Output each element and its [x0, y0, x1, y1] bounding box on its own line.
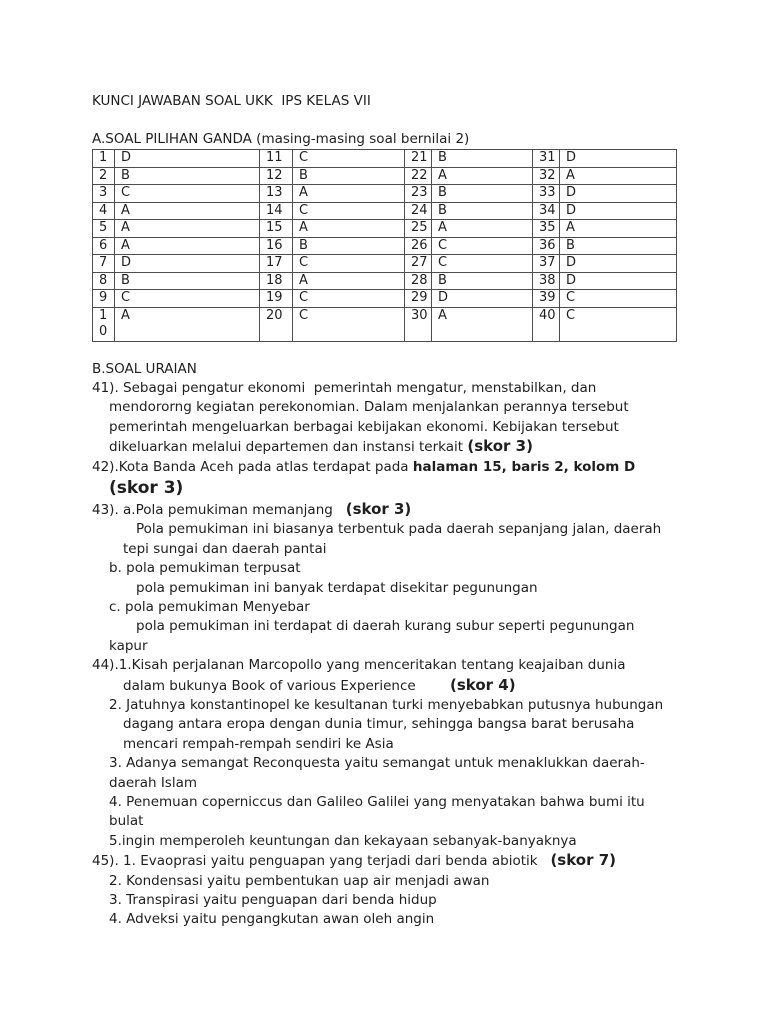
essay-line — [123, 715, 768, 734]
question-number: 12 — [260, 167, 293, 185]
document-title: KUNCI JAWABAN SOAL UKK IPS KELAS VII — [92, 93, 371, 109]
answer-row — [93, 255, 677, 273]
essay-line — [123, 735, 768, 754]
question-number: 36 — [533, 237, 560, 255]
answer-letter: A — [293, 220, 405, 238]
answer-letter: C — [293, 202, 405, 220]
text-segment: Pola pemukiman ini biasanya terbentuk pada daerah sepanjang jalan, daerah — [136, 521, 662, 538]
question-number: 2 — [93, 167, 115, 185]
answer-letter: A — [432, 220, 533, 238]
text-segment: 3. Adanya semangat Reconquesta yaitu semangat untuk menaklukkan daerah- — [109, 755, 645, 772]
question-number: 17 — [260, 255, 293, 273]
essay-line — [109, 696, 768, 715]
text-segment: 44).1.Kisah perjalanan Marcopollo yang menceritakan tentang keajaiban dunia — [92, 657, 626, 674]
question-number: 15 — [260, 220, 293, 238]
essay-line — [109, 437, 768, 457]
answer-letter: A — [115, 202, 260, 220]
text-segment: 42).Kota Banda Aceh pada atlas terdapat pada — [92, 458, 413, 475]
essay-line — [109, 793, 768, 812]
answer-letter: D — [115, 150, 260, 168]
answer-letter: B — [293, 237, 405, 255]
question-number: 30 — [405, 307, 432, 341]
answer-letter: A — [293, 185, 405, 203]
question-number: 38 — [533, 272, 560, 290]
section-a-heading: A.SOAL PILIHAN GANDA (masing-masing soal bernilai 2) — [92, 131, 470, 147]
score-badge: (skor 3) — [467, 437, 533, 456]
answer-letter: C — [560, 307, 677, 341]
answer-letter: C — [432, 255, 533, 273]
score-badge: (skor 4) — [450, 675, 516, 694]
essay-line — [109, 637, 768, 656]
answer-letter: C — [293, 307, 405, 341]
essay-line — [136, 579, 768, 598]
question-number: 21 — [405, 150, 432, 168]
question-number: 35 — [533, 220, 560, 238]
question-number: 22 — [405, 167, 432, 185]
answer-letter: A — [432, 167, 533, 185]
text-segment: 41). Sebagai pengatur ekonomi pemerintah mengatur, menstabilkan, dan — [92, 379, 597, 396]
question-number: 16 — [260, 237, 293, 255]
score-badge: (skor 3) — [109, 477, 184, 498]
answer-row — [93, 290, 677, 308]
question-number: 33 — [533, 185, 560, 203]
answer-letter: A — [293, 272, 405, 290]
question-number: 39 — [533, 290, 560, 308]
question-number: 20 — [260, 307, 293, 341]
score-badge: (skor 7) — [550, 851, 617, 870]
text-segment: dikeluarkan melalui departemen dan instansi terkait — [109, 439, 468, 456]
answer-letter: C — [115, 185, 260, 203]
question-number: 27 — [405, 255, 432, 273]
answer-letter: D — [560, 255, 677, 273]
text-segment: kapur — [109, 637, 148, 654]
text-segment: 3. Transpirasi yaitu penguapan dari benda hidup — [109, 892, 437, 909]
question-number: 6 — [93, 237, 115, 255]
text-segment: tepi sungai dan daerah pantai — [123, 540, 327, 557]
answer-row — [93, 202, 677, 220]
essay-line — [92, 656, 768, 675]
text-segment: c. pola pemukiman Menyebar — [109, 598, 310, 615]
essay-line — [123, 676, 768, 696]
answer-letter: A — [560, 220, 677, 238]
question-number: 40 — [533, 307, 560, 341]
essay-line — [92, 379, 768, 398]
essay-line — [109, 477, 768, 500]
text-segment: 4. Penemuan coperniccus dan Galileo Galilei yang menyatakan bahwa bumi itu — [109, 794, 645, 811]
answer-letter: A — [432, 307, 533, 341]
text-segment: dagang antara eropa dengan dunia timur, sehingga bangsa barat berusaha — [123, 716, 635, 733]
text-segment: mendororng kegiatan perekonomian. Dalam menjalankan perannya tersebut — [109, 399, 629, 416]
question-number: 28 — [405, 272, 432, 290]
answer-letter: B — [432, 185, 533, 203]
essay-line — [109, 418, 768, 437]
essay-line — [136, 520, 768, 539]
question-number: 34 — [533, 202, 560, 220]
answer-letter: C — [293, 255, 405, 273]
text-segment: 2. Jatuhnya konstantinopel ke kesultanan turki menyebabkan putusnya hubungan — [109, 697, 664, 713]
question-number: 37 — [533, 255, 560, 273]
essay-line — [109, 812, 768, 831]
essay-line — [92, 851, 768, 871]
question-number: 23 — [405, 185, 432, 203]
essay-line — [136, 617, 768, 636]
question-number: 26 — [405, 237, 432, 255]
text-segment: dalam bukunya Book of various Experience — [123, 677, 451, 694]
answer-letter: C — [560, 290, 677, 308]
question-number: 29 — [405, 290, 432, 308]
question-number: 7 — [93, 255, 115, 273]
text-segment: daerah Islam — [109, 774, 198, 791]
question-number: 11 — [260, 150, 293, 168]
answer-row — [93, 307, 677, 341]
answer-letter: B — [115, 272, 260, 290]
question-number: 19 — [260, 290, 293, 308]
answer-letter: A — [560, 167, 677, 185]
answer-letter: A — [115, 237, 260, 255]
question-number: 32 — [533, 167, 560, 185]
text-segment: 5.ingin memperoleh keuntungan dan kekayaan sebanyak-banyaknya — [109, 832, 577, 849]
answer-letter: D — [115, 255, 260, 273]
text-segment: pola pemukiman ini banyak terdapat disekitar pegunungan — [136, 579, 538, 596]
essay-line — [109, 559, 768, 578]
question-number: 1 — [93, 150, 115, 168]
question-number: 31 — [533, 150, 560, 168]
answer-letter: D — [432, 290, 533, 308]
text-segment: 4. Adveksi yaitu pengangkutan awan oleh angin — [109, 911, 435, 928]
question-number: 3 — [93, 185, 115, 203]
essay-line — [109, 774, 768, 793]
answer-letter: C — [432, 237, 533, 255]
text-segment: pola pemukiman ini terdapat di daerah kurang subur seperti pegunungan — [136, 618, 635, 635]
essay-line — [92, 500, 768, 520]
answer-letter: B — [432, 202, 533, 220]
answer-letter: A — [115, 220, 260, 238]
answer-letter: B — [560, 237, 677, 255]
answer-letter: C — [293, 150, 405, 168]
text-segment: pemerintah mengeluarkan berbagai kebijakan ekonomi. Kebijakan tersebut — [109, 418, 619, 435]
question-number: 24 — [405, 202, 432, 220]
answer-letter: D — [560, 202, 677, 220]
text-segment: mencari rempah-rempah sendiri ke Asia — [123, 735, 394, 752]
essay-line — [109, 910, 768, 929]
bold-segment: halaman 15, baris 2, kolom D — [412, 458, 636, 475]
answer-letter: D — [560, 150, 677, 168]
text-segment: 2. Kondensasi yaitu pembentukan uap air menjadi awan — [109, 872, 490, 889]
answer-row — [93, 185, 677, 203]
question-number: 18 — [260, 272, 293, 290]
score-badge: (skor 3) — [345, 499, 412, 518]
essay-line — [92, 458, 768, 477]
answer-row — [93, 150, 677, 168]
question-number: 5 — [93, 220, 115, 238]
text-segment: b. pola pemukiman terpusat — [109, 560, 301, 577]
answer-key-table — [92, 149, 677, 342]
text-segment: 45). 1. Evaoprasi yaitu penguapan yang terjadi dari benda abiotik — [92, 853, 551, 870]
answer-row — [93, 220, 677, 238]
essay-line — [109, 398, 768, 417]
essay-line — [109, 754, 768, 773]
answer-letter: C — [115, 290, 260, 308]
answer-letter: D — [560, 185, 677, 203]
section-b-heading: B.SOAL URAIAN — [92, 360, 197, 377]
question-number: 10 — [93, 307, 115, 341]
answer-row — [93, 237, 677, 255]
question-number: 8 — [93, 272, 115, 290]
essay-line — [109, 598, 768, 617]
essay-line — [109, 872, 768, 891]
question-number: 13 — [260, 185, 293, 203]
question-number: 4 — [93, 202, 115, 220]
answer-letter: B — [432, 272, 533, 290]
answer-row — [93, 167, 677, 185]
essay-line — [109, 832, 768, 851]
answer-letter: D — [560, 272, 677, 290]
answer-row — [93, 272, 677, 290]
essay-answers — [92, 379, 768, 930]
question-number: 9 — [93, 290, 115, 308]
text-segment: bulat — [109, 813, 144, 830]
essay-line — [123, 540, 768, 559]
answer-letter: B — [432, 150, 533, 168]
answer-letter: B — [293, 167, 405, 185]
text-segment: 43). a.Pola pemukiman memanjang — [92, 501, 346, 518]
answer-letter: C — [293, 290, 405, 308]
question-number: 14 — [260, 202, 293, 220]
question-number: 25 — [405, 220, 432, 238]
essay-line — [109, 891, 768, 910]
answer-letter: A — [115, 307, 260, 341]
answer-letter: B — [115, 167, 260, 185]
